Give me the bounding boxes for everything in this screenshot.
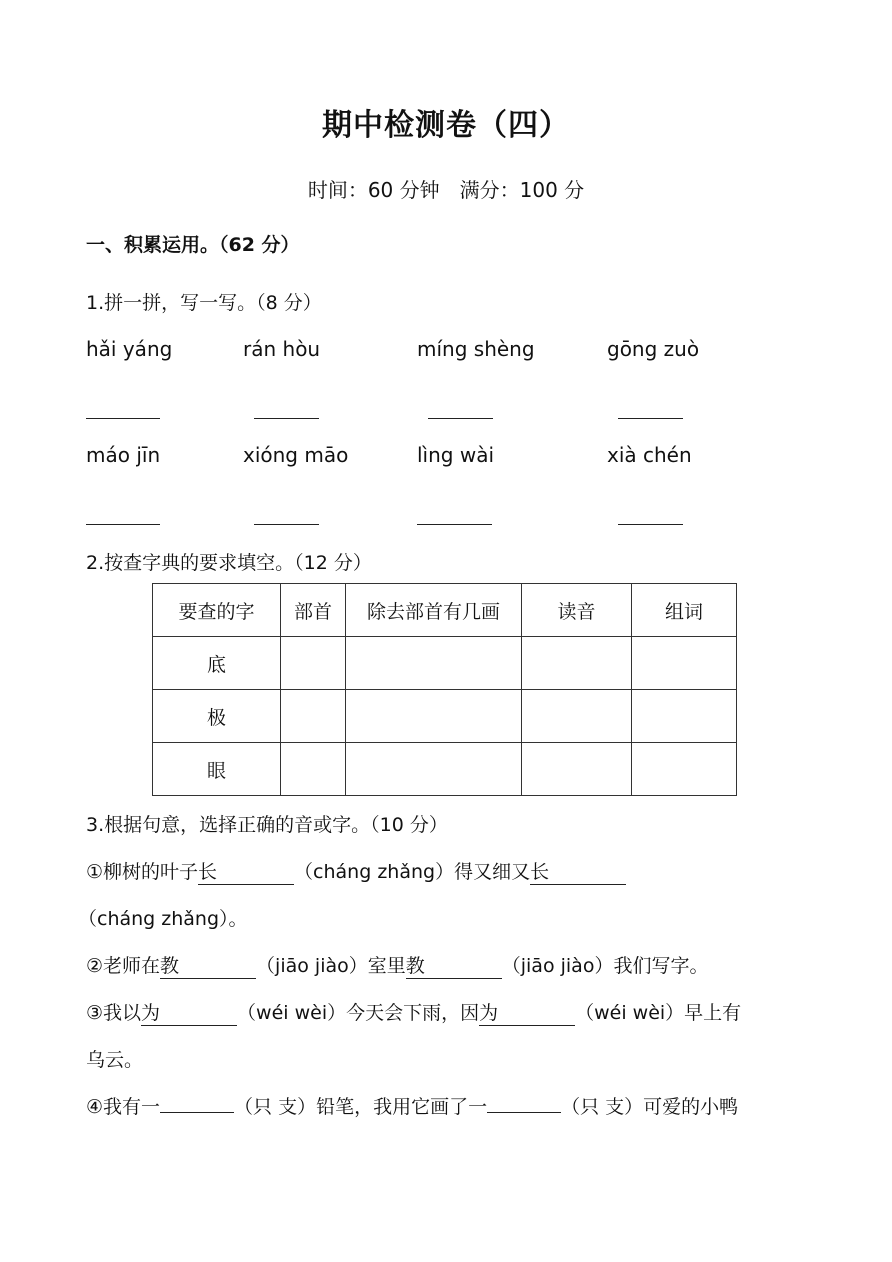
pinyin-item: gōng zuò [607,337,700,361]
answer-blank[interactable] [160,951,256,979]
pinyin-item: xióng māo [243,443,349,467]
answer-cell[interactable] [632,743,737,796]
answer-cell[interactable] [281,690,346,743]
sentence-text: （wéi wèi）早上有 [575,1002,742,1024]
question-3-heading: 3.根据句意，选择正确的音或字。（10 分） [86,814,448,836]
dictionary-table [152,583,737,796]
sentence-text: ③我以 [86,1002,142,1024]
answer-cell[interactable] [346,690,522,743]
sentence-text: ①柳树的叶子 [86,861,199,883]
table-row [153,637,737,690]
table-row [153,743,737,796]
sentence-1-cont: （cháng zhǎng）。 [78,908,248,930]
answer-blank[interactable] [479,998,575,1026]
answer-blank[interactable] [86,524,160,525]
answer-blank[interactable] [417,524,492,525]
answer-blank[interactable] [530,857,626,885]
target-char: 为 [141,1002,161,1024]
target-char: 为 [479,1002,499,1024]
question-2-heading: 2.按查字典的要求填空。（12 分） [86,552,372,574]
section-heading: 一、积累运用。（62 分） [86,234,300,256]
answer-blank[interactable] [160,1094,234,1113]
sentence-text: ②老师在 [86,955,161,977]
sentence-2 [86,951,708,979]
column-header: 要查的字 [153,584,281,637]
answer-cell[interactable] [522,690,632,743]
answer-cell[interactable] [346,743,522,796]
answer-cell[interactable] [346,637,522,690]
sentence-text: （只 支）铅笔，我用它画了一 [234,1096,488,1118]
pinyin-item: lìng wài [417,443,495,467]
answer-cell[interactable] [281,637,346,690]
target-char: 教 [160,955,180,977]
answer-blank[interactable] [618,524,683,525]
answer-blank[interactable] [86,418,160,419]
sentence-text: （只 支）可爱的小鸭 [561,1096,739,1118]
char-cell: 极 [153,690,281,743]
answer-blank[interactable] [254,524,319,525]
answer-cell[interactable] [281,743,346,796]
column-header: 除去部首有几画 [346,584,522,637]
column-header: 组词 [632,584,737,637]
answer-cell[interactable] [522,637,632,690]
page-title: 期中检测卷（四） [322,108,570,143]
target-char: 长 [198,861,218,883]
sentence-3-cont: 乌云。 [86,1049,144,1071]
target-char: 长 [530,861,550,883]
answer-cell[interactable] [632,690,737,743]
pinyin-item: máo jīn [86,443,161,467]
pinyin-item: hǎi yáng [86,337,173,361]
pinyin-item: rán hòu [243,337,321,361]
sentence-3 [86,998,741,1026]
answer-blank[interactable] [198,857,294,885]
pinyin-item: míng shèng [417,337,535,361]
exam-info: 时间：60 分钟 满分：100 分 [307,178,585,202]
answer-cell[interactable] [632,637,737,690]
answer-blank[interactable] [406,951,502,979]
char-cell: 底 [153,637,281,690]
target-char: 教 [405,955,425,977]
answer-cell[interactable] [522,743,632,796]
column-header: 部首 [281,584,346,637]
char-cell: 眼 [153,743,281,796]
table-header-row [153,584,737,637]
answer-blank[interactable] [618,418,683,419]
answer-blank[interactable] [254,418,319,419]
sentence-text: （jiāo jiào）我们写字。 [501,955,709,977]
answer-blank[interactable] [141,998,237,1026]
sentence-text: （wéi wèi）今天会下雨，因 [237,1002,480,1024]
table-row [153,690,737,743]
sentence-text: （jiāo jiào）室里 [256,955,406,977]
answer-blank[interactable] [428,418,493,419]
sentence-1 [86,857,626,885]
pinyin-item: xià chén [607,443,692,467]
answer-blank[interactable] [487,1094,561,1113]
sentence-text: （cháng zhǎng）得又细又 [294,861,531,883]
question-1-heading: 1.拼一拼，写一写。（8 分） [86,292,322,314]
sentence-4 [86,1092,738,1119]
column-header: 读音 [522,584,632,637]
sentence-text: ④我有一 [86,1096,161,1118]
